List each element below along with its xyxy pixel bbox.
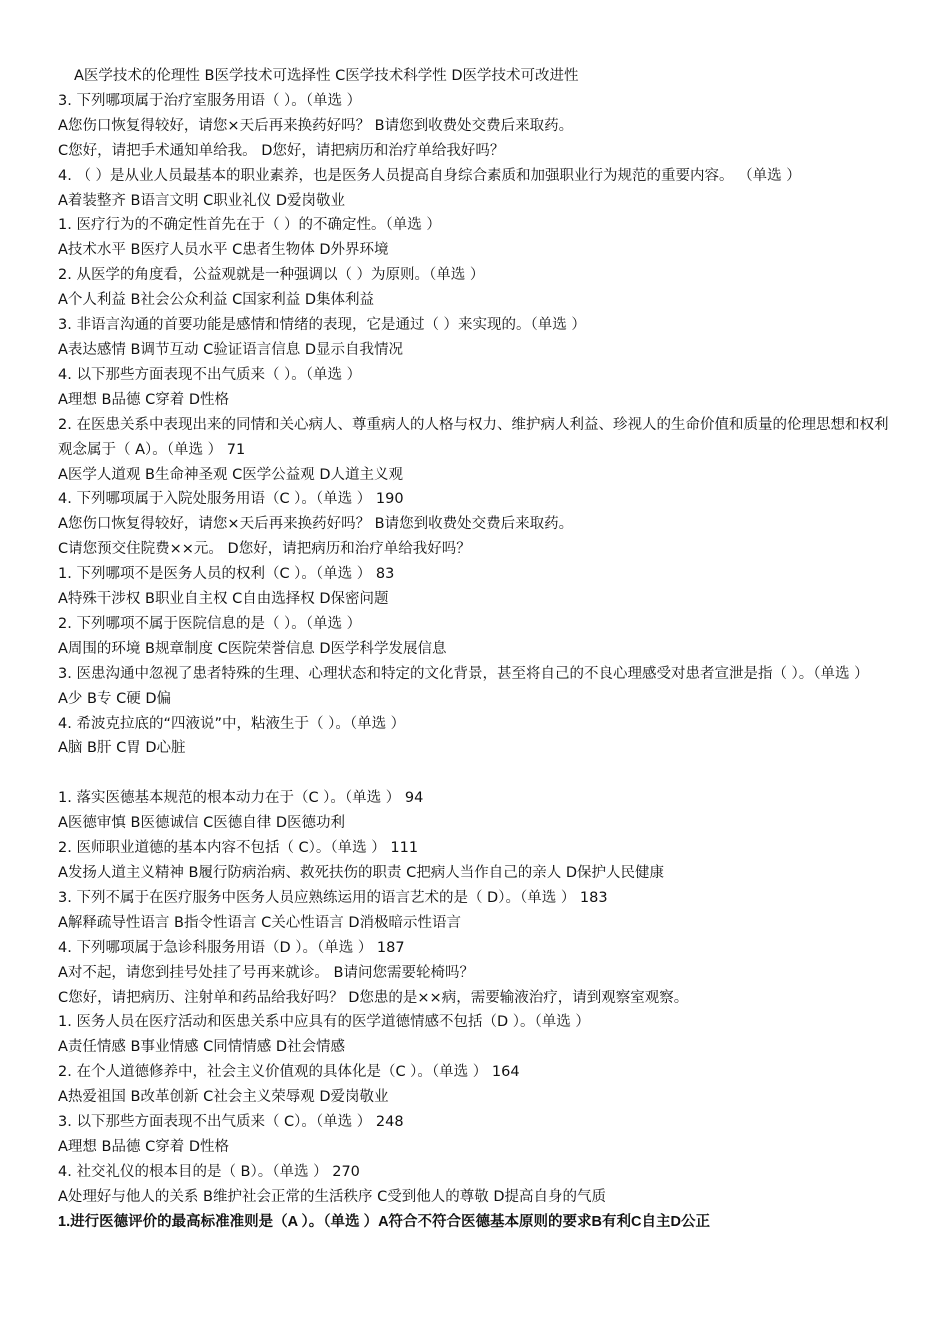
text-line: A医德审慎 B医德诚信 C医德自律 D医德功利	[58, 815, 345, 832]
text-line: 3. 医患沟通中忽视了患者特殊的生理、心理状态和特定的文化背景，甚至将自己的不良心理感受对患者宣泄是指（ ）。（单选 ）	[58, 665, 869, 682]
text-line: 4. 下列哪项属于急诊科服务用语（D ）。（单选 ） 187	[58, 939, 405, 956]
blank-line	[58, 761, 900, 786]
text-line: A周围的环境 B规章制度 C医院荣誉信息 D医学科学发展信息	[58, 640, 447, 657]
text-line: 4. 希波克拉底的“四液说”中，粘液生于（ ）。（单选 ）	[58, 715, 406, 732]
text-line: C您好，请把病历、注射单和药品给我好吗？ D您患的是××病，需要输液治疗，请到观察室观察。	[58, 989, 689, 1006]
text-line: A解释疏导性语言 B指令性语言 C关心性语言 D消极暗示性语言	[58, 914, 461, 931]
text-line: A个人利益 B社会公众利益 C国家利益 D集体利益	[58, 292, 374, 309]
text-line: 3. 下列不属于在医疗服务中医务人员应熟练运用的语言艺术的是（ D）。（单选 ） 183	[58, 889, 608, 906]
text-line: A技术水平 B医疗人员水平 C患者生物体 D外界环境	[58, 242, 389, 259]
text-line: 4. 社交礼仪的根本目的是（ B）。（单选 ） 270	[58, 1163, 360, 1180]
text-line: A理想 B品德 C穿着 D性格	[58, 391, 229, 408]
text-line: C请您预交住院费××元。 D您好，请把病历和治疗单给我好吗？	[58, 541, 471, 558]
text-line: A特殊干涉权 B职业自主权 C自由选择权 D保密问题	[58, 591, 389, 608]
text-line: 2. 医师职业道德的基本内容不包括（ C）。（单选 ） 111	[58, 840, 419, 857]
text-line: A对不起，请您到挂号处挂了号再来就诊。 B请问您需要轮椅吗？	[58, 964, 474, 981]
document-body	[58, 64, 900, 1235]
text-line: A脑 B肝 C胃 D心脏	[58, 740, 186, 757]
text-line: 3. 下列哪项属于治疗室服务用语（ ）。（单选 ）	[58, 92, 362, 109]
text-line: A理想 B品德 C穿着 D性格	[58, 1138, 229, 1155]
text-line: A医学技术的伦理性 B医学技术可选择性 C医学技术科学性 D医学技术可改进性	[74, 68, 579, 84]
text-line: A着装整齐 B语言文明 C职业礼仪 D爱岗敬业	[58, 192, 345, 209]
text-line: A发扬人道主义精神 B履行防病治病、救死扶伤的职责 C把病人当作自己的亲人 D保护人民健康	[58, 864, 664, 881]
text-line: 3. 非语言沟通的首要功能是感情和情绪的表现，它是通过（ ）来实现的。（单选 ）	[58, 317, 586, 334]
text-line: 2. 在医患关系中表现出来的同情和关心病人、尊重病人的人格与权力、维护病人利益、珍视人的生命价值和质量的伦理思想和权利观念属于（ A）。（单选 ） 71	[58, 416, 889, 458]
text-line: A少 B专 C硬 D偏	[58, 690, 171, 707]
text-line: 3. 以下那些方面表现不出气质来（ C）。（单选 ） 248	[58, 1114, 404, 1131]
text-line: 4. 以下那些方面表现不出气质来（ ）。（单选 ）	[58, 366, 362, 383]
text-line: 1. 医疗行为的不确定性首先在于（ ）的不确定性。（单选 ）	[58, 217, 441, 234]
text-line: 4. （ ）是从业人员最基本的职业素养，也是医务人员提高自身综合素质和加强职业行为规范的重要内容。 （单选 ）	[58, 167, 801, 184]
text-line: 2. 在个人道德修养中，社会主义价值观的具体化是（C ）。（单选 ） 164	[58, 1064, 520, 1081]
text-line: 1. 落实医德基本规范的根本动力在于（C ）。（单选 ） 94	[58, 790, 424, 807]
text-line: 1.进行医德评价的最高标准准则是（A ）。（单选 ）A符合不符合医德基本原则的要求B有利C自主D公正	[58, 1213, 710, 1230]
text-line: A责任情感 B事业情感 C同情情感 D社会情感	[58, 1039, 345, 1056]
text-line: 2. 下列哪项不属于医院信息的是（ ）。（单选 ）	[58, 615, 362, 632]
text-line: C您好，请把手术通知单给我。 D您好，请把病历和治疗单给我好吗？	[58, 142, 505, 159]
text-line: A您伤口恢复得较好，请您×天后再来换药好吗？ B请您到收费处交费后来取药。	[58, 117, 574, 134]
text-line: A表达感情 B调节互动 C验证语言信息 D显示自我情况	[58, 341, 403, 358]
text-line: A医学人道观 B生命神圣观 C医学公益观 D人道主义观	[58, 466, 403, 483]
text-line: A处理好与他人的关系 B维护社会正常的生活秩序 C受到他人的尊敬 D提高自身的气质	[58, 1188, 606, 1205]
text-line: A您伤口恢复得较好，请您×天后再来换药好吗？ B请您到收费处交费后来取药。	[58, 516, 574, 533]
text-line: 2. 从医学的角度看，公益观就是一种强调以（ ）为原则。（单选 ）	[58, 267, 485, 284]
text-line: 1. 医务人员在医疗活动和医患关系中应具有的医学道德情感不包括（D ）。（单选 ）	[58, 1014, 590, 1031]
text-line: 1. 下列哪项不是医务人员的权利（C ）。（单选 ） 83	[58, 566, 395, 583]
text-line: 4. 下列哪项属于入院处服务用语（C ）。（单选 ） 190	[58, 491, 404, 508]
text-line: A热爱祖国 B改革创新 C社会主义荣辱观 D爱岗敬业	[58, 1089, 389, 1106]
